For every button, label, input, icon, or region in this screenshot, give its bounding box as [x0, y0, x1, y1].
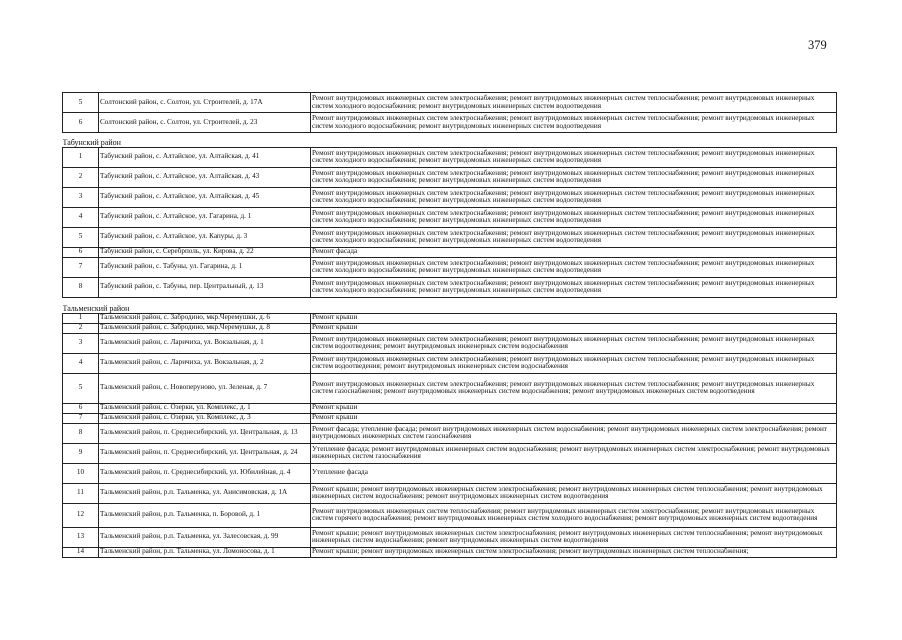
row-number: 14 — [63, 547, 99, 557]
table-row — [63, 227, 837, 247]
row-address: Табунский район, с. Алтайское, ул. Гагарина, д. 1 — [99, 207, 311, 227]
row-address: Солтонский район, с. Солтон, ул. Строителей, д. 23 — [99, 113, 311, 133]
row-address: Табунский район, с. Табуны, пер. Центральный, д. 13 — [99, 277, 311, 297]
row-works: Ремонт крыши; ремонт внутридомовых инженерных систем электроснабжения; ремонт внутридомовых инженерных систем теплоснабжения; — [311, 547, 837, 557]
table-row — [63, 207, 837, 227]
section-title: Табунский район — [63, 133, 837, 148]
row-works: Ремонт фасада; утепление фасада; ремонт внутридомовых инженерных систем водоснабжения; ремонт внутридомовых инженерных систем электроснабжения; ремонт внутридомовых инженерных систем газоснабжения — [311, 423, 837, 443]
row-number: 5 — [63, 227, 99, 247]
table-row — [63, 463, 837, 483]
table-row — [63, 113, 837, 133]
row-works: Ремонт крыши; ремонт внутридомовых инженерных систем электроснабжения; ремонт внутридомовых инженерных систем теплоснабжения; ремонт внутридомовых инженерных систем водоснабжения; ремонт внутридомовых инженерных систем водоотведения — [311, 527, 837, 547]
row-number: 1 — [63, 313, 99, 323]
row-number: 5 — [63, 373, 99, 403]
row-number: 4 — [63, 207, 99, 227]
table-row — [63, 147, 837, 167]
row-address: Табунский район, с. Алтайское, ул. Капуры, д. 3 — [99, 227, 311, 247]
row-works: Ремонт крыши; ремонт внутридомовых инженерных систем электроснабжения; ремонт внутридомовых инженерных систем теплоснабжения; ремонт внутридомовых инженерных систем водоснабжения; ремонт внутридомовых инженерных систем водоотведения — [311, 483, 837, 503]
section-header — [63, 133, 837, 148]
table-row — [63, 423, 837, 443]
row-address: Тальменский район, с. Озерки, ул. Комплекс, д. 3 — [99, 413, 311, 423]
row-number: 1 — [63, 147, 99, 167]
row-address: Тальменский район, с. Озерки, ул. Комплекс, д. 1 — [99, 403, 311, 413]
row-works: Ремонт фасада — [311, 247, 837, 257]
table-row — [63, 483, 837, 503]
row-number: 7 — [63, 257, 99, 277]
row-address: Табунский район, с. Алтайское, ул. Алтайская, д. 45 — [99, 187, 311, 207]
table-row — [63, 277, 837, 297]
table-row — [63, 353, 837, 373]
section-header — [63, 297, 837, 313]
row-number: 6 — [63, 403, 99, 413]
row-number: 13 — [63, 527, 99, 547]
table-row — [63, 527, 837, 547]
row-address: Тальменский район, п. Среднесибирский, ул. Центральная, д. 24 — [99, 443, 311, 463]
table-row — [63, 93, 837, 113]
row-works: Ремонт внутридомовых инженерных систем электроснабжения; ремонт внутридомовых инженерных систем теплоснабжения; ремонт внутридомовых инженерных систем водоотведения; ремонт внутридомовых инженерных систем водоснабжения — [311, 333, 837, 353]
row-address: Тальменский район, с. Забродино, мкр.Черемушки, д. 6 — [99, 313, 311, 323]
table-row — [63, 547, 837, 557]
row-number: 8 — [63, 277, 99, 297]
row-number: 2 — [63, 323, 99, 333]
row-address: Тальменский район, п. Среднесибирский, ул. Юбилейная, д. 4 — [99, 463, 311, 483]
row-address: Солтонский район, с. Солтон, ул. Строителей, д. 17А — [99, 93, 311, 113]
table-row — [63, 323, 837, 333]
row-number: 12 — [63, 503, 99, 527]
table-row — [63, 443, 837, 463]
row-address: Табунский район, с. Алтайское, ул. Алтайская, д. 43 — [99, 167, 311, 187]
table-row — [63, 503, 837, 527]
row-works: Утепление фасада; ремонт внутридомовых инженерных систем водоснабжения; ремонт внутридомовых инженерных систем электроснабжения; ремонт внутридомовых инженерных систем газоснабжения — [311, 443, 837, 463]
row-number: 11 — [63, 483, 99, 503]
row-number: 6 — [63, 113, 99, 133]
row-number: 5 — [63, 93, 99, 113]
row-works: Ремонт внутридомовых инженерных систем электроснабжения; ремонт внутридомовых инженерных систем теплоснабжения; ремонт внутридомовых инженерных систем холодного водоснабжения; ремонт внутридомовых инженерных систем водоотведения — [311, 277, 837, 297]
row-works: Ремонт крыши — [311, 313, 837, 323]
row-address: Тальменский район, п. Среднесибирский, ул. Центральная, д. 13 — [99, 423, 311, 443]
row-address: Тальменский район, р.п. Тальменка, ул. Анисимовская, д. 1А — [99, 483, 311, 503]
section-title: Тальменский район — [63, 297, 837, 313]
row-works: Ремонт внутридомовых инженерных систем электроснабжения; ремонт внутридомовых инженерных систем теплоснабжения; ремонт внутридомовых инженерных систем холодного водоснабжения; ремонт внутридомовых инженерных систем водоотведения — [311, 93, 837, 113]
row-works: Ремонт крыши — [311, 403, 837, 413]
row-address: Табунский район, с. Табуны, ул. Гагарина, д. 1 — [99, 257, 311, 277]
row-number: 2 — [63, 167, 99, 187]
row-works: Утепление фасада — [311, 463, 837, 483]
row-works: Ремонт внутридомовых инженерных систем электроснабжения; ремонт внутридомовых инженерных систем теплоснабжения; ремонт внутридомовых инженерных систем холодного водоснабжения; ремонт внутридомовых инженерных систем водоотведения — [311, 257, 837, 277]
row-works: Ремонт внутридомовых инженерных систем теплоснабжения; ремонт внутридомовых инженерных систем электроснабжения; ремонт внутридомовых инженерных систем горячего водоснабжения; ремонт внутридомовых инженерных систем холодного водоснабжения; ремонт внутридомовых инженерных систем водоотведения — [311, 503, 837, 527]
row-number: 10 — [63, 463, 99, 483]
row-address: Тальменский район, с. Новоперуново, ул. Зеленая, д. 7 — [99, 373, 311, 403]
table-row — [63, 313, 837, 323]
row-address: Тальменский район, с. Ларичиха, ул. Вокзальная, д. 1 — [99, 333, 311, 353]
row-works: Ремонт внутридомовых инженерных систем электроснабжения; ремонт внутридомовых инженерных систем теплоснабжения; ремонт внутридомовых инженерных систем холодного водоснабжения; ремонт внутридомовых инженерных систем водоотведения — [311, 187, 837, 207]
row-works: Ремонт внутридомовых инженерных систем электроснабжения; ремонт внутридомовых инженерных систем теплоснабжения; ремонт внутридомовых инженерных систем холодного водоснабжения; ремонт внутридомовых инженерных систем водоотведения — [311, 113, 837, 133]
row-number: 9 — [63, 443, 99, 463]
row-number: 4 — [63, 353, 99, 373]
row-works: Ремонт внутридомовых инженерных систем электроснабжения; ремонт внутридомовых инженерных систем теплоснабжения; ремонт внутридомовых инженерных систем холодного водоснабжения; ремонт внутридомовых инженерных систем водоотведения — [311, 147, 837, 167]
row-address: Тальменский район, р.п. Тальменка, ул. Залесовская, д. 99 — [99, 527, 311, 547]
table-row — [63, 187, 837, 207]
repair-works-table — [62, 92, 837, 558]
row-address: Тальменский район, р.п. Тальменка, ул. Ломоносова, д. 1 — [99, 547, 311, 557]
row-number: 6 — [63, 247, 99, 257]
table-row — [63, 413, 837, 423]
row-works: Ремонт внутридомовых инженерных систем электроснабжения; ремонт внутридомовых инженерных систем теплоснабжения; ремонт внутридомовых инженерных систем холодного водоснабжения; ремонт внутридомовых инженерных систем водоотведения — [311, 207, 837, 227]
row-works: Ремонт внутридомовых инженерных систем электроснабжения; ремонт внутридомовых инженерных систем теплоснабжения; ремонт внутридомовых инженерных систем холодного водоснабжения; ремонт внутридомовых инженерных систем водоотведения — [311, 167, 837, 187]
row-number: 3 — [63, 333, 99, 353]
table-row — [63, 403, 837, 413]
row-address: Тальменский район, с. Забродино, мкр.Черемушки, д. 8 — [99, 323, 311, 333]
row-address: Табунский район, с. Серебрполь, ул. Кирова, д. 22 — [99, 247, 311, 257]
page-number: 379 — [808, 38, 827, 52]
table-row — [63, 257, 837, 277]
row-number: 8 — [63, 423, 99, 443]
row-works: Ремонт внутридомовых инженерных систем электроснабжения; ремонт внутридомовых инженерных систем теплоснабжения; ремонт внутридомовых инженерных систем холодного водоснабжения; ремонт внутридомовых инженерных систем водоотведения — [311, 227, 837, 247]
row-works: Ремонт внутридомовых инженерных систем электроснабжения; ремонт внутридомовых инженерных систем теплоснабжения; ремонт внутридомовых инженерных систем газоснабжения; ремонт внутридомовых инженерных систем водоснабжения; ремонт внутридомовых инженерных систем водоотведения — [311, 373, 837, 403]
row-address: Табунский район, с. Алтайское, ул. Алтайская, д. 41 — [99, 147, 311, 167]
table-row — [63, 247, 837, 257]
table-row — [63, 373, 837, 403]
row-number: 7 — [63, 413, 99, 423]
row-address: Тальменский район, р.п. Тальменка, п. Боровой, д. 1 — [99, 503, 311, 527]
row-works: Ремонт крыши — [311, 413, 837, 423]
table-row — [63, 167, 837, 187]
table-row — [63, 333, 837, 353]
row-works: Ремонт внутридомовых инженерных систем электроснабжения; ремонт внутридомовых инженерных систем теплоснабжения; ремонт внутридомовых инженерных систем водоотведения; ремонт внутридомовых инженерных систем водоснабжения — [311, 353, 837, 373]
row-works: Ремонт крыши — [311, 323, 837, 333]
row-number: 3 — [63, 187, 99, 207]
row-address: Тальменский район, с. Ларичиха, ул. Вокзальная, д. 2 — [99, 353, 311, 373]
